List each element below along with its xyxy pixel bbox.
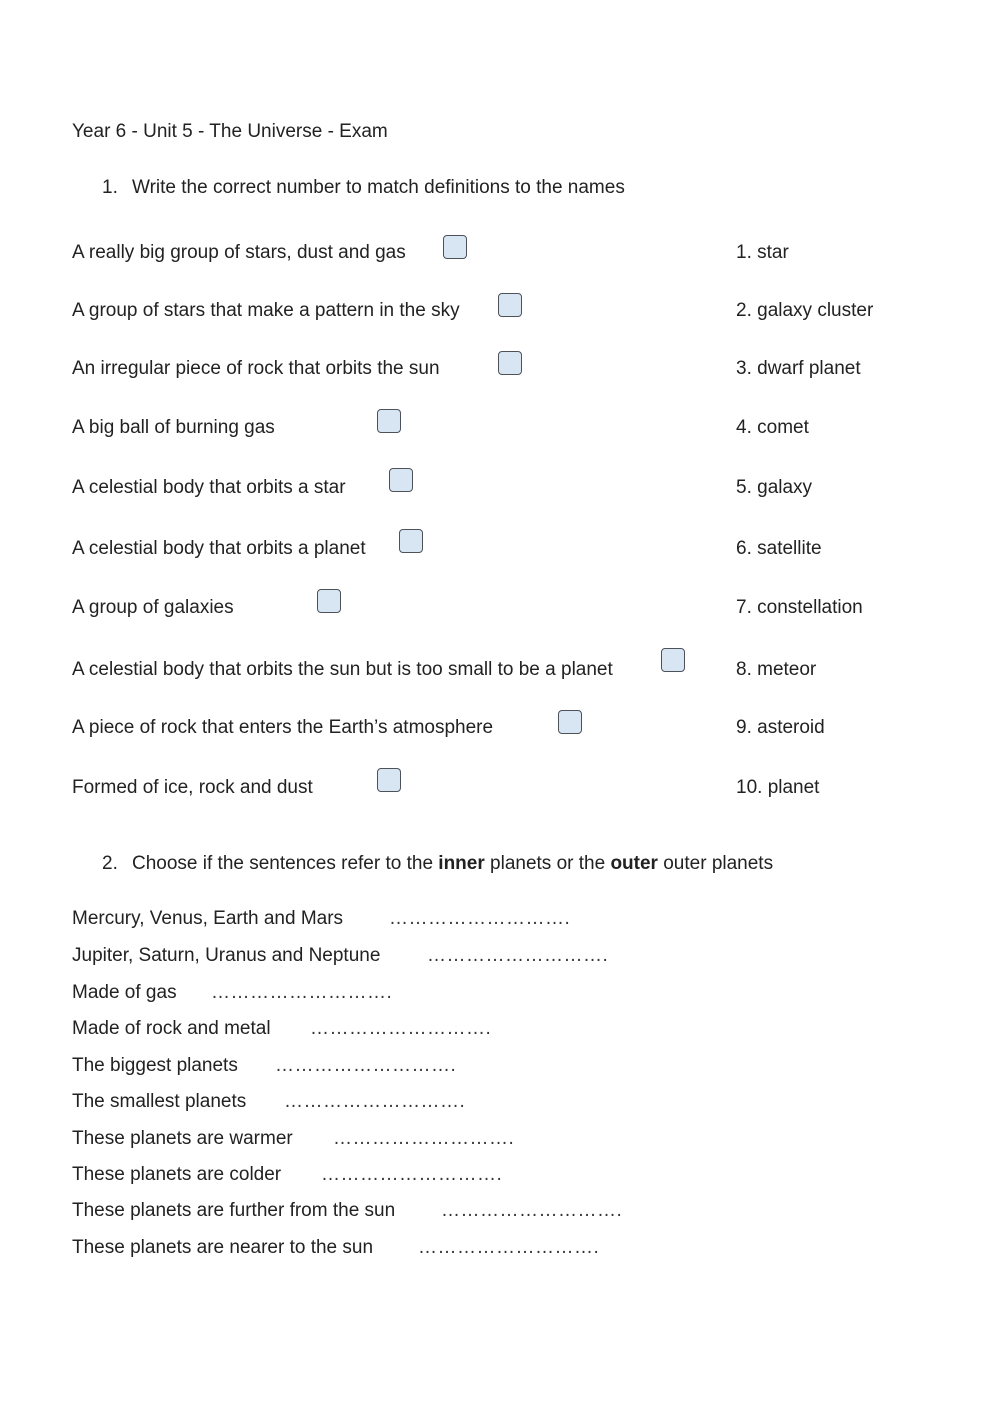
sentence-9: These planets are further from the sun — [72, 1200, 396, 1221]
name-item-2: 2. galaxy cluster — [736, 300, 874, 321]
question-2-number: 2. — [102, 853, 118, 874]
question-2-instruction-middle: planets or the — [484, 853, 611, 874]
answer-blank-2[interactable]: ………………………. — [427, 945, 609, 966]
name-item-1: 1. star — [736, 242, 789, 263]
sentence-6: The smallest planets — [72, 1091, 247, 1112]
definition-5: A celestial body that orbits a star — [72, 477, 346, 498]
name-item-4: 4. comet — [736, 417, 809, 438]
answer-blank-8[interactable]: ………………………. — [321, 1164, 503, 1185]
sentence-2: Jupiter, Saturn, Uranus and Neptune — [72, 945, 381, 966]
question-2-instruction-prefix: Choose if the sentences refer to the — [132, 853, 439, 874]
answer-blank-6[interactable]: ………………………. — [284, 1091, 466, 1112]
answer-blank-7[interactable]: ………………………. — [333, 1128, 515, 1149]
definition-8: A celestial body that orbits the sun but is too small to be a planet — [72, 659, 613, 680]
answer-box-6[interactable] — [399, 529, 423, 553]
question-1-heading — [102, 177, 625, 199]
sentence-8: These planets are colder — [72, 1164, 282, 1185]
definition-1: A really big group of stars, dust and gas — [72, 242, 406, 263]
answer-blank-5[interactable]: ………………………. — [275, 1055, 457, 1076]
question-2-instruction-suffix: outer planets — [657, 853, 774, 874]
question-2-heading — [102, 853, 773, 875]
answer-box-4[interactable] — [377, 409, 401, 433]
name-item-9: 9. asteroid — [736, 717, 825, 738]
definition-10: Formed of ice, rock and dust — [72, 777, 313, 798]
definition-2: A group of stars that make a pattern in the sky — [72, 300, 460, 321]
answer-box-2[interactable] — [498, 293, 522, 317]
definition-7: A group of galaxies — [72, 597, 234, 618]
name-item-7: 7. constellation — [736, 597, 863, 618]
sentence-3: Made of gas — [72, 982, 177, 1003]
answer-blank-3[interactable]: ………………………. — [211, 982, 393, 1003]
question-2-inner-word: inner — [438, 853, 485, 874]
name-item-6: 6. satellite — [736, 538, 822, 559]
answer-box-8[interactable] — [661, 648, 685, 672]
question-2-outer-word: outer — [610, 853, 658, 874]
page-title: Year 6 - Unit 5 - The Universe - Exam — [72, 121, 388, 142]
answer-blank-4[interactable]: ………………………. — [310, 1018, 492, 1039]
name-item-10: 10. planet — [736, 777, 820, 798]
answer-box-3[interactable] — [498, 351, 522, 375]
question-1-number: 1. — [102, 177, 118, 198]
definition-4: A big ball of burning gas — [72, 417, 275, 438]
sentence-10: These planets are nearer to the sun — [72, 1237, 374, 1258]
answer-box-5[interactable] — [389, 468, 413, 492]
name-item-8: 8. meteor — [736, 659, 817, 680]
answer-box-1[interactable] — [443, 235, 467, 259]
sentence-4: Made of rock and metal — [72, 1018, 271, 1039]
sentence-7: These planets are warmer — [72, 1128, 293, 1149]
answer-blank-10[interactable]: ………………………. — [418, 1237, 600, 1258]
name-item-3: 3. dwarf planet — [736, 358, 861, 379]
question-1-instruction: Write the correct number to match definitions to the names — [132, 177, 625, 198]
answer-box-7[interactable] — [317, 589, 341, 613]
definition-3: An irregular piece of rock that orbits the sun — [72, 358, 440, 379]
answer-blank-9[interactable]: ………………………. — [441, 1200, 623, 1221]
name-item-5: 5. galaxy — [736, 477, 813, 498]
answer-box-9[interactable] — [558, 710, 582, 734]
answer-box-10[interactable] — [377, 768, 401, 792]
sentence-1: Mercury, Venus, Earth and Mars — [72, 908, 344, 929]
sentence-5: The biggest planets — [72, 1055, 238, 1076]
answer-blank-1[interactable]: ………………………. — [389, 908, 571, 929]
definition-6: A celestial body that orbits a planet — [72, 538, 366, 559]
definition-9: A piece of rock that enters the Earth’s atmosphere — [72, 717, 494, 738]
